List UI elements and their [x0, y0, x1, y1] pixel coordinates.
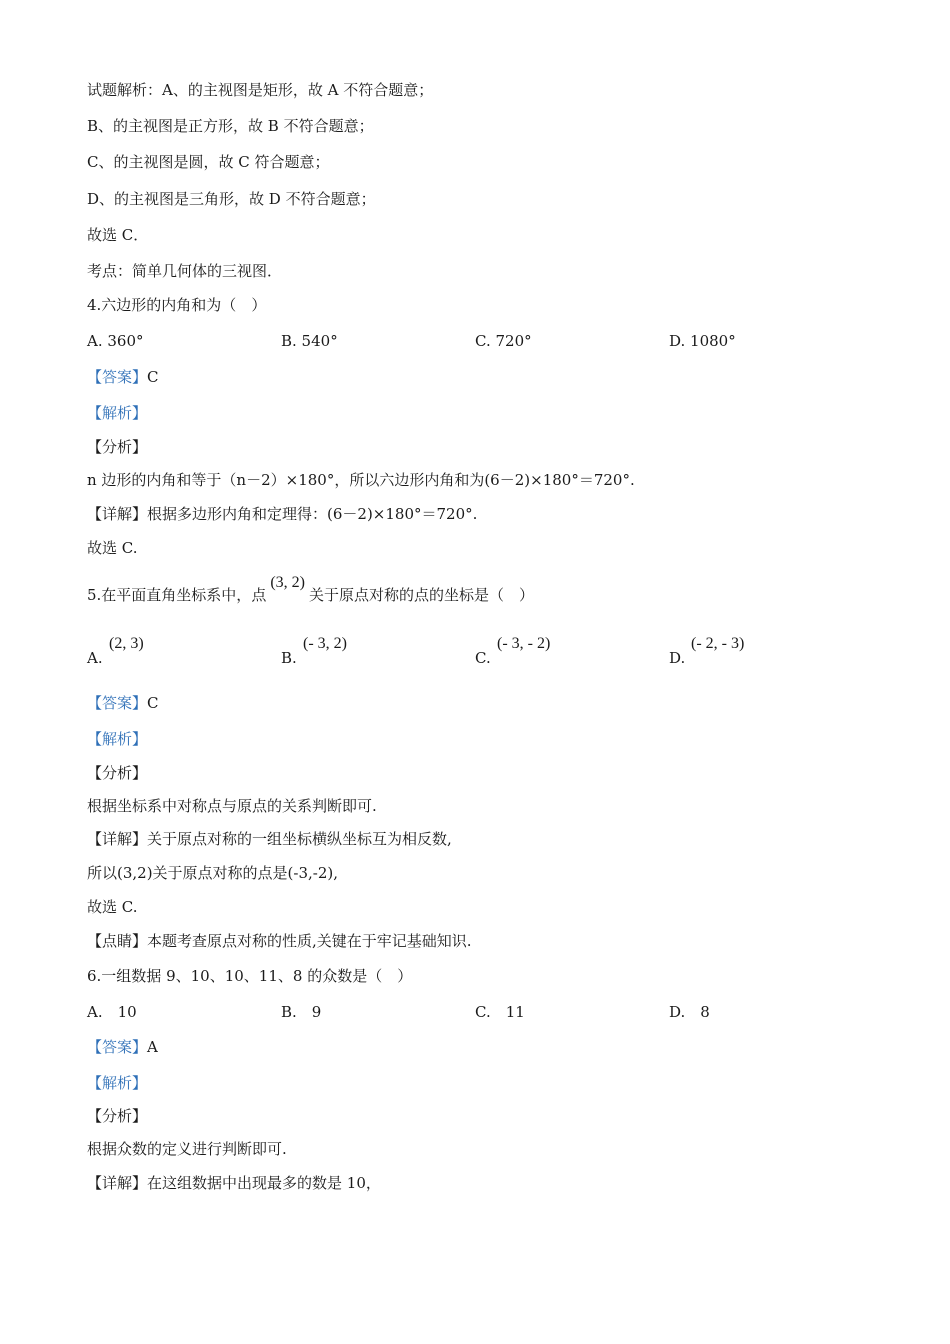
- answer-label: 【答案】: [87, 1038, 148, 1056]
- option-value: (2, 3): [109, 635, 144, 652]
- q5-stem-post: 关于原点对称的点的坐标是（ ）: [308, 586, 534, 604]
- q6-option-d: D. 8: [669, 1003, 710, 1021]
- q6-option-c: C. 11: [475, 1003, 525, 1021]
- q5-analysis: 根据坐标系中对称点与原点的关系判断即可.: [87, 797, 377, 815]
- answer-label: 【答案】: [87, 368, 148, 386]
- q4-fenxi-label: 【分析】: [87, 438, 148, 456]
- answer-value: A: [147, 1038, 158, 1056]
- q4-options: [0, 331, 950, 367]
- option-value: (- 2, - 3): [691, 635, 745, 652]
- q4-option-b: B. 540°: [281, 332, 338, 350]
- q5-conclusion: 故选 C.: [87, 898, 138, 916]
- option-letter: B.: [281, 649, 297, 667]
- explanation-line: 试题解析：A、的主视图是矩形，故 A 不符合题意；: [87, 81, 434, 99]
- explanation-line: D、的主视图是三角形，故 D 不符合题意；: [87, 190, 376, 208]
- q5-stem: [87, 574, 534, 610]
- q5-detail: 【详解】关于原点对称的一组坐标横纵坐标互为相反数,: [87, 830, 452, 848]
- answer-label: 【答案】: [87, 694, 148, 712]
- q6-options: [0, 1002, 950, 1038]
- q4-detail: 【详解】根据多边形内角和定理得：(6－2)×180°＝720°.: [87, 505, 478, 523]
- q5-detail-2: 所以(3,2)关于原点对称的点是(-3,-2),: [87, 864, 339, 882]
- option-letter: C.: [475, 649, 491, 667]
- q5-dianjing: 【点睛】本题考查原点对称的性质,关键在于牢记基础知识.: [87, 932, 472, 950]
- q5-answer: [87, 693, 159, 713]
- explanation-line: C、的主视图是圆，故 C 符合题意；: [87, 153, 330, 171]
- q6-option-a: A. 10: [87, 1003, 137, 1021]
- option-letter: D.: [669, 649, 686, 667]
- q5-stem-pre: 5.在平面直角坐标系中，点: [87, 586, 267, 604]
- q6-jiexi-label: 【解析】: [87, 1074, 148, 1092]
- q6-fenxi-label: 【分析】: [87, 1107, 148, 1125]
- q6-stem: 6.一组数据 9、10、10、11、8 的众数是（ ）: [87, 967, 413, 985]
- q5-fenxi-label: 【分析】: [87, 764, 148, 782]
- conclusion-line: 故选 C．: [87, 226, 149, 244]
- explanation-line: B、的主视图是正方形，故 B 不符合题意；: [87, 117, 374, 135]
- q5-options: [0, 634, 950, 670]
- q4-option-d: D. 1080°: [669, 332, 736, 350]
- q4-answer: [87, 367, 159, 387]
- q6-analysis: 根据众数的定义进行判断即可.: [87, 1140, 287, 1158]
- q6-detail: 【详解】在这组数据中出现最多的数是 10，: [87, 1174, 381, 1192]
- answer-value: C: [147, 368, 159, 386]
- answer-value: C: [147, 694, 159, 712]
- option-value: (- 3, - 2): [497, 635, 551, 652]
- q5-stem-point: (3, 2): [270, 574, 305, 591]
- q4-conclusion: 故选 C.: [87, 539, 138, 557]
- q5-jiexi-label: 【解析】: [87, 730, 148, 748]
- q4-option-c: C. 720°: [475, 332, 532, 350]
- option-letter: A.: [87, 649, 103, 667]
- q6-answer: [87, 1037, 158, 1057]
- option-value: (- 3, 2): [303, 635, 347, 652]
- q4-option-a: A. 360°: [87, 332, 144, 350]
- kaodian-line: 考点：简单几何体的三视图．: [87, 262, 283, 280]
- q6-option-b: B. 9: [281, 1003, 322, 1021]
- q4-stem: 4.六边形的内角和为（ ）: [87, 296, 267, 314]
- q4-jiexi-label: 【解析】: [87, 404, 148, 422]
- q4-analysis: n 边形的内角和等于（n－2）×180°，所以六边形内角和为(6－2)×180°＝720°.: [87, 471, 635, 489]
